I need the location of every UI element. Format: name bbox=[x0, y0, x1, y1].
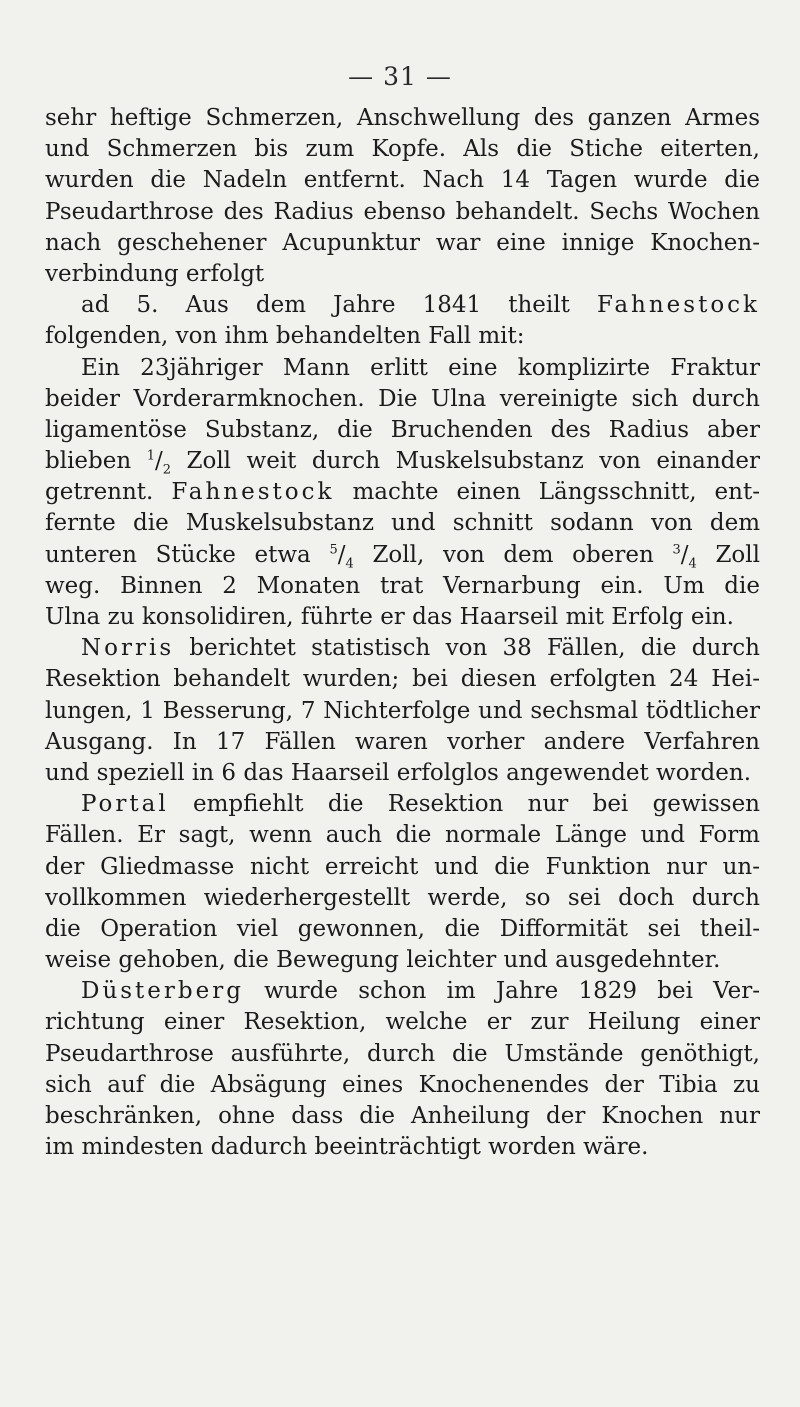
text-run: Ausgang. In 17 Fällen waren vorher andere Verfahren bbox=[45, 728, 760, 755]
text-line bbox=[45, 1039, 760, 1070]
text-run: sehr heftige Schmerzen, Anschwellung des ganzen Armes bbox=[45, 105, 760, 131]
spaced-author-name: Fahnestock bbox=[171, 479, 335, 506]
text-line bbox=[45, 165, 760, 196]
text-line: blieben $^1/_2$ Zoll weit durch Muskelsubstanz von einander bbox=[45, 448, 760, 478]
text-line bbox=[45, 290, 760, 321]
text-run: nach geschehener Acupunktur war eine innige Knochen- bbox=[45, 229, 760, 256]
text-line bbox=[45, 415, 760, 446]
text-line bbox=[45, 384, 760, 415]
text-line bbox=[45, 727, 760, 758]
body-text bbox=[45, 103, 760, 1163]
text-line bbox=[45, 103, 760, 134]
fraction-denominator: 2 bbox=[162, 462, 171, 478]
text-line bbox=[45, 602, 760, 633]
text-run: blieben bbox=[45, 448, 147, 475]
text-run: vollkommen wiederhergestellt werde, so sei doch durch bbox=[45, 884, 760, 911]
text-run: empfiehlt die Resektion nur bei gewissen bbox=[168, 791, 760, 818]
text-line bbox=[45, 134, 760, 165]
text-run: Resektion behandelt wurden; bei diesen erfolgten 24 Hei- bbox=[45, 666, 760, 693]
text-line bbox=[45, 820, 760, 851]
text-run: ligamentöse Substanz, die Bruchenden des Radius aber bbox=[45, 416, 760, 443]
text-run: ad 5. Aus dem Jahre 1841 theilt bbox=[81, 292, 597, 319]
text-line bbox=[45, 789, 760, 820]
fraction-numerator: 3 bbox=[672, 541, 681, 557]
text-run: verbindung erfolgt bbox=[45, 260, 265, 287]
text-run: Zoll, von dem oberen bbox=[353, 541, 673, 568]
text-run: und Schmerzen bis zum Kopfe. Als die Stiche eiterten, bbox=[45, 136, 760, 163]
text-run: richtung einer Resektion, welche er zur Heilung einer bbox=[45, 1009, 760, 1036]
text-run: die Operation viel gewonnen, die Difformität sei theil- bbox=[45, 915, 760, 942]
spaced-author-name: Norris bbox=[81, 635, 175, 662]
text-run: Ein 23jähriger Mann erlitt eine komplizirte Fraktur bbox=[81, 354, 760, 381]
text-line bbox=[45, 571, 760, 602]
text-run: Ulna zu konsolidiren, führte er das Haarseil mit Erfolg ein. bbox=[45, 604, 734, 630]
text-run: wurden die Nadeln entfernt. Nach 14 Tagen wurde die bbox=[45, 167, 760, 194]
fraction-denominator: 4 bbox=[688, 556, 697, 572]
spaced-author-name: Fahnestock bbox=[596, 292, 760, 319]
text-run: Fällen. Er sagt, wenn auch die normale Länge und Form bbox=[45, 822, 760, 849]
text-line bbox=[45, 1132, 760, 1163]
text-run: Zoll weit durch Muskelsubstanz von einander bbox=[171, 448, 760, 475]
text-line bbox=[45, 976, 760, 1007]
text-run: weise gehoben, die Bewegung leichter und ausgedehnter. bbox=[45, 947, 721, 974]
text-run: im mindesten dadurch beeinträchtigt worden wäre. bbox=[45, 1134, 649, 1161]
text-line bbox=[45, 758, 760, 789]
text-run: folgenden, von ihm behandelten Fall mit: bbox=[45, 323, 525, 350]
text-line bbox=[45, 883, 760, 914]
text-line bbox=[45, 1070, 760, 1101]
text-run: beschränken, ohne dass die Anheilung der Knochen nur bbox=[45, 1103, 760, 1129]
text-line bbox=[45, 664, 760, 695]
spaced-author-name: Portal bbox=[81, 791, 169, 818]
text-line bbox=[45, 633, 760, 664]
text-line bbox=[45, 508, 760, 539]
text-line: unteren Stücke etwa $^5/_4$ Zoll, von dem oberen $^3/_4$ Zoll bbox=[45, 541, 760, 572]
spaced-author-name: Düsterberg bbox=[81, 978, 244, 1005]
text-run: wurde schon im Jahre 1829 bei Ver- bbox=[243, 978, 760, 1005]
text-run: Zoll bbox=[696, 541, 760, 568]
text-run: getrennt. bbox=[45, 479, 172, 506]
text-line bbox=[45, 353, 760, 384]
text-run: und speziell in 6 das Haarseil erfolglos angewendet worden. bbox=[45, 759, 752, 786]
text-line bbox=[45, 914, 760, 945]
text-line bbox=[45, 852, 760, 883]
text-run: Pseudarthrose des Radius ebenso behandelt. Sechs Wochen bbox=[45, 198, 760, 225]
fraction-numerator: 1 bbox=[146, 448, 155, 464]
text-run: machte einen Längsschnitt, ent- bbox=[334, 479, 760, 506]
text-line bbox=[45, 1101, 760, 1132]
text-run: der Gliedmasse nicht erreicht und die Funktion nur un- bbox=[45, 853, 760, 880]
text-line bbox=[45, 1007, 760, 1038]
fraction-numerator: 5 bbox=[329, 541, 338, 557]
text-line bbox=[45, 228, 760, 259]
text-line bbox=[45, 197, 760, 228]
text-run: sich auf die Absägung eines Knochenendes der Tibia zu bbox=[45, 1071, 760, 1098]
text-run: beider Vorderarmknochen. Die Ulna vereinigte sich durch bbox=[45, 385, 760, 412]
fraction-denominator: 4 bbox=[345, 556, 354, 572]
text-run: weg. Binnen 2 Monaten trat Vernarbung ein. Um die bbox=[45, 572, 760, 599]
text-line bbox=[45, 321, 760, 352]
text-line bbox=[45, 259, 760, 290]
text-run: lungen, 1 Besserung, 7 Nichterfolge und sechsmal tödtlicher bbox=[45, 697, 760, 724]
page-number: — 31 — bbox=[348, 62, 452, 91]
text-line bbox=[45, 477, 760, 508]
text-line bbox=[45, 696, 760, 727]
text-run: unteren Stücke etwa bbox=[45, 541, 330, 568]
text-run: berichtet statistisch von 38 Fällen, die durch bbox=[174, 635, 760, 662]
text-line bbox=[45, 945, 760, 976]
text-run: fernte die Muskelsubstanz und schnitt sodann von dem bbox=[45, 510, 760, 537]
text-run: Pseudarthrose ausführte, durch die Umstände genöthigt, bbox=[45, 1040, 760, 1067]
